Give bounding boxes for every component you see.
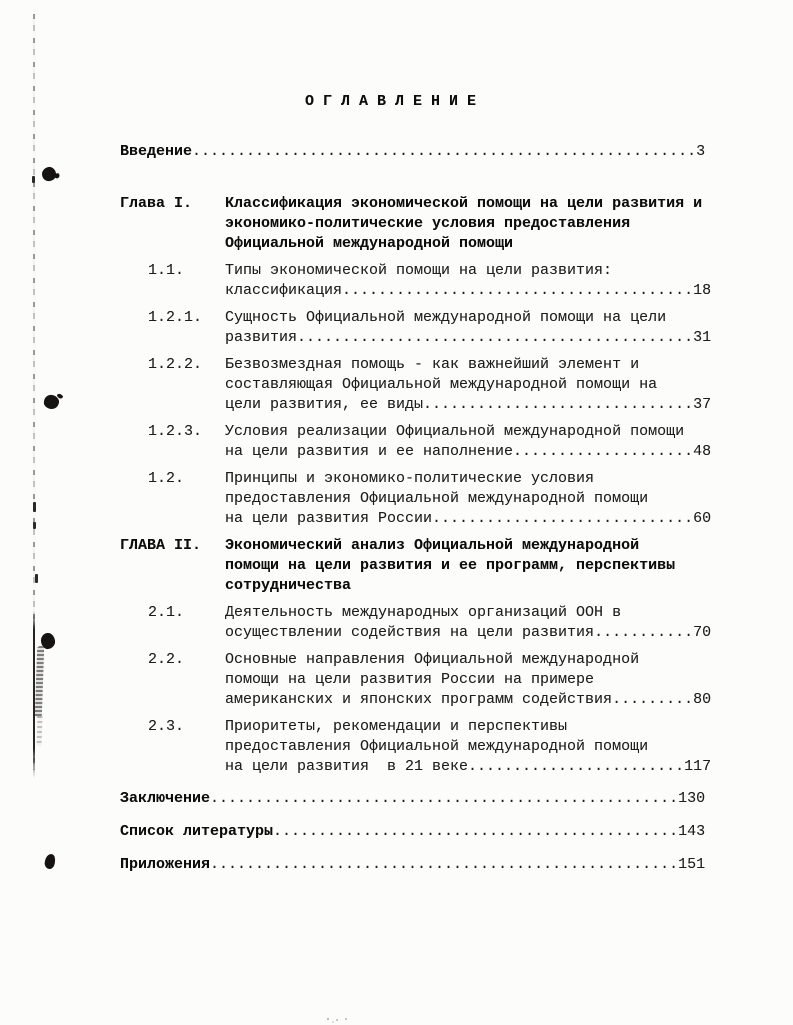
- entry-text: американских и японских программ содействия: [225, 691, 613, 708]
- dot-leader: ........................: [468, 758, 685, 775]
- dot-leader: ....................................................: [210, 856, 679, 873]
- page-number: 48: [693, 443, 712, 460]
- toc-entry: [120, 469, 720, 529]
- page-number: 3: [696, 143, 706, 160]
- scan-tick: [32, 176, 35, 183]
- entry-content: [225, 650, 715, 710]
- entry-line: помощи на цели развития и ее программ, перспективы: [225, 557, 676, 574]
- page-number: 18: [693, 282, 712, 299]
- toc-entry: [120, 422, 720, 462]
- page-number: 130: [678, 790, 706, 807]
- toc-entry: [120, 855, 720, 875]
- dot-leader: ....................: [513, 443, 694, 460]
- entry-label: 2.3.: [148, 718, 185, 735]
- entry-line: [225, 281, 715, 301]
- entry-content: [225, 717, 715, 777]
- toc: [120, 142, 720, 875]
- entry-label: 2.2.: [148, 651, 185, 668]
- entry-line: [120, 789, 720, 809]
- entry-label: Введение: [120, 143, 193, 160]
- page-title: О Г Л А В Л Е Н И Е: [305, 93, 477, 110]
- entry-line: [120, 855, 720, 875]
- entry-line: сотрудничества: [225, 577, 352, 594]
- entry-line: предоставления Официальной международной помощи: [225, 490, 649, 507]
- entry-line: [225, 509, 715, 529]
- entry-label: Список литературы: [120, 823, 274, 840]
- entry-line: помощи на цели развития России на примере: [225, 671, 595, 688]
- entry-line: Основные направления Официальной международной: [225, 651, 640, 668]
- entry-line: Типы экономической помощи на цели развития:: [225, 262, 613, 279]
- toc-entry: [120, 603, 720, 643]
- entry-line: [225, 328, 715, 348]
- toc-entry: [120, 536, 720, 596]
- entry-content: [225, 194, 715, 254]
- toc-text-block: [120, 92, 720, 875]
- toc-entry: [120, 308, 720, 348]
- entry-content: [225, 261, 715, 301]
- dot-leader: ...........: [594, 624, 694, 641]
- entry-line: предоставления Официальной международной помощи: [225, 738, 649, 755]
- toc-entry: [120, 717, 720, 777]
- entry-label: ГЛАВА II.: [120, 537, 202, 554]
- entry-label: 2.1.: [148, 604, 185, 621]
- entry-text: развития: [225, 329, 298, 346]
- entry-text: на цели развития в 21 веке: [225, 758, 469, 775]
- entry-text: цели развития, ее виды: [225, 396, 424, 413]
- scan-edge-line: [33, 14, 35, 770]
- dot-leader: .............................................: [273, 823, 679, 840]
- entry-line: [225, 757, 715, 777]
- ink-smear-fade: [36, 716, 42, 746]
- entry-line: Приоритеты, рекомендации и перспективы: [225, 718, 568, 735]
- entry-line: [225, 623, 715, 643]
- ink-blob: [43, 394, 60, 410]
- page-number: 117: [684, 758, 712, 775]
- toc-entry: [120, 194, 720, 254]
- entry-line: [225, 690, 715, 710]
- entry-line: Деятельность международных организаций ООН в: [225, 604, 622, 621]
- page-number: 60: [693, 510, 712, 527]
- page-number: 70: [693, 624, 712, 641]
- entry-text: классификация: [225, 282, 343, 299]
- entry-line: Сущность Официальной международной помощи на цели: [225, 309, 667, 326]
- entry-line: Принципы и экономико-политические условия: [225, 470, 595, 487]
- dot-leader: ....................................................: [210, 790, 679, 807]
- dot-leader: ............................................: [297, 329, 694, 346]
- entry-label: 1.2.: [148, 470, 185, 487]
- entry-text: на цели развития и ее наполнение: [225, 443, 514, 460]
- entry-line: [225, 395, 715, 415]
- dot-leader: .............................: [432, 510, 694, 527]
- entry-line: Экономический анализ Официальной международной: [225, 537, 640, 554]
- page-number: 151: [678, 856, 706, 873]
- entry-label: 1.2.2.: [148, 356, 203, 373]
- page-number: 143: [678, 823, 706, 840]
- entry-line: составляющая Официальной международной помощи на: [225, 376, 658, 393]
- toc-entry: [120, 789, 720, 809]
- footer-smudge: [327, 1018, 329, 1020]
- entry-content: [225, 469, 715, 529]
- toc-entry: [120, 822, 720, 842]
- ink-blob: [41, 166, 58, 183]
- entry-line: Классификация экономической помощи на цели развития и: [225, 195, 703, 212]
- dot-leader: ..............................: [423, 396, 694, 413]
- entry-label: 1.1.: [148, 262, 185, 279]
- entry-line: Условия реализации Официальной международной помощи: [225, 423, 685, 440]
- entry-content: [225, 536, 715, 596]
- scan-edge-line-dark: [33, 610, 35, 778]
- dot-leader: ........................................................: [192, 143, 697, 160]
- entry-line: [120, 142, 720, 162]
- toc-entry: [120, 261, 720, 301]
- scan-tick: [33, 502, 36, 512]
- toc-entry: [120, 650, 720, 710]
- entry-label: 1.2.1.: [148, 309, 203, 326]
- entry-label: 1.2.3.: [148, 423, 203, 440]
- entry-line: [225, 442, 715, 462]
- entry-label: Глава I.: [120, 195, 193, 212]
- entry-label: Приложения: [120, 856, 211, 873]
- entry-line: экономико-политические условия предоставления: [225, 215, 631, 232]
- ink-blob: [44, 853, 56, 870]
- entry-text: осуществлении содействия на цели развития: [225, 624, 595, 641]
- entry-content: [225, 355, 715, 415]
- scan-tick: [33, 522, 36, 529]
- page-number: 31: [693, 329, 712, 346]
- dot-leader: .......................................: [342, 282, 694, 299]
- scan-tick: [35, 574, 38, 583]
- page-number: 80: [693, 691, 712, 708]
- ink-blob: [40, 632, 56, 649]
- dot-leader: .........: [612, 691, 694, 708]
- toc-entry: [120, 355, 720, 415]
- toc-entry: [120, 142, 720, 162]
- entry-content: [225, 308, 715, 348]
- entry-content: [225, 603, 715, 643]
- entry-content: [225, 422, 715, 462]
- entry-line: [120, 822, 720, 842]
- entry-line: Официальной международной помощи: [225, 235, 514, 252]
- entry-line: Безвозмездная помощь - как важнейший элемент и: [225, 356, 640, 373]
- page-number: 37: [693, 396, 712, 413]
- ink-smear: [35, 646, 45, 718]
- entry-label: Заключение: [120, 790, 211, 807]
- entry-text: на цели развития России: [225, 510, 433, 527]
